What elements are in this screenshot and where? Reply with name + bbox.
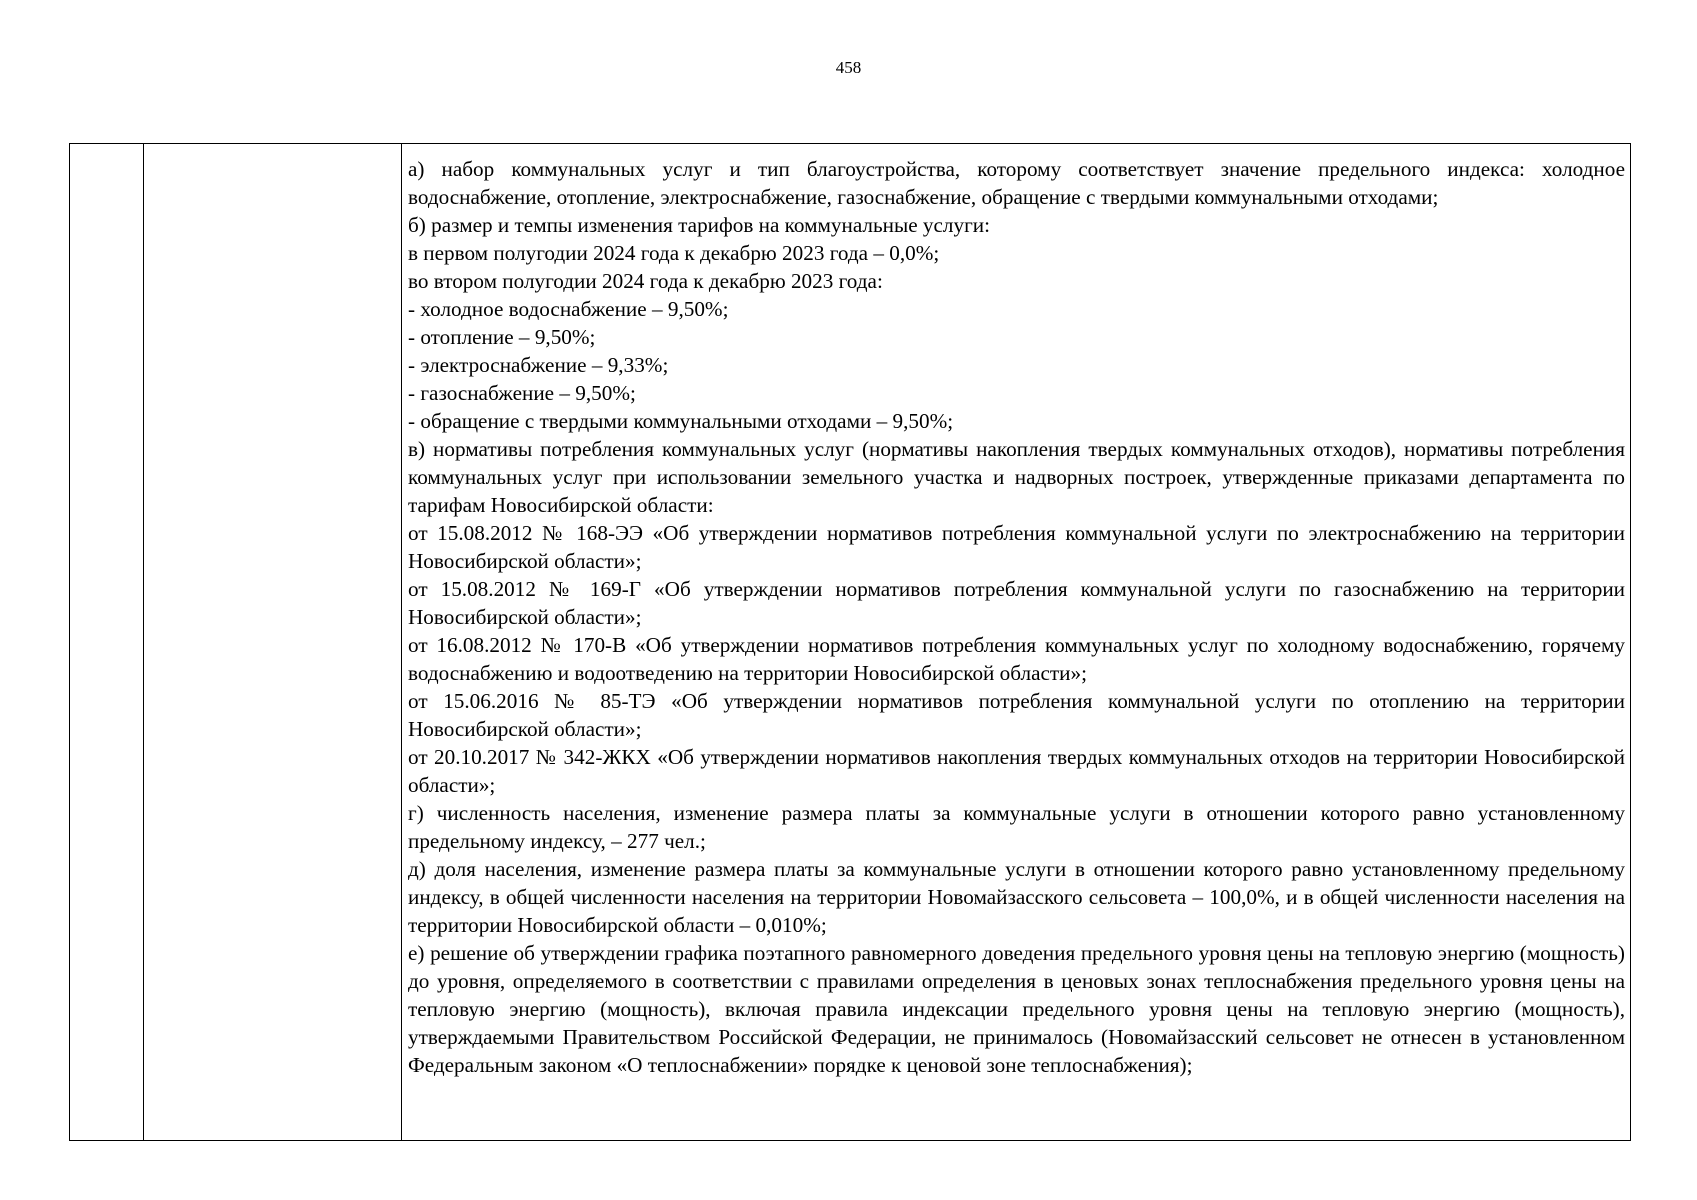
content-table xyxy=(69,143,1631,1141)
list-item: - отопление – 9,50%; xyxy=(408,325,596,349)
order-reference: от 16.08.2012 № 170-В «Об утверждении нормативов потребления коммунальных услуг по холодному водоснабжению, горячему водоснабжению и водоотведению на территории Новосибирской области»; xyxy=(408,633,1625,685)
list-item: - газоснабжение – 9,50%; xyxy=(408,381,636,405)
list-item: - обращение с твердыми коммунальными отходами – 9,50%; xyxy=(408,409,954,433)
order-reference: от 15.08.2012 № 169-Г «Об утверждении нормативов потребления коммунальной услуги по газоснабжению на территории Новосибирской области»; xyxy=(408,577,1625,629)
paragraph-b-second-half: во втором полугодии 2024 года к декабрю 2023 года: xyxy=(408,269,883,293)
table-column-description xyxy=(402,144,1630,1140)
paragraph-e: е) решение об утверждении графика поэтапного равномерного доведения предельного уровня цены на тепловую энергию (мощность) до уровня, определяемого в соответствии с правилами определения в ценовых зонах теплоснабжения предельного уровня цены на тепловую энергию (мощность), включая правила индексации предельного уровня цены на тепловую энергию (мощность), утверждаемыми Правительством Российской Федерации, не принималось (Новомайзасский сельсовет не отнесен в установленном Федеральным законом «О теплоснабжении» порядке к ценовой зоне теплоснабжения); xyxy=(408,941,1625,1077)
paragraph-a: а) набор коммунальных услуг и тип благоустройства, которому соответствует значение предельного индекса: холодное водоснабжение, отопление, электроснабжение, газоснабжение, обращение с твердыми коммунальными отходами; xyxy=(408,157,1625,209)
list-item: - электроснабжение – 9,33%; xyxy=(408,353,669,377)
list-item: - холодное водоснабжение – 9,50%; xyxy=(408,297,729,321)
order-reference: от 20.10.2017 № 342-ЖКХ «Об утверждении нормативов накопления твердых коммунальных отходов на территории Новосибирской области»; xyxy=(408,745,1625,797)
order-reference: от 15.06.2016 № 85-ТЭ «Об утверждении нормативов потребления коммунальной услуги по отоплению на территории Новосибирской области»; xyxy=(408,689,1625,741)
table-column-number xyxy=(70,144,144,1140)
paragraph-v: в) нормативы потребления коммунальных услуг (нормативы накопления твердых коммунальных отходов), нормативы потребления коммунальных услуг при использовании земельного участка и надворных построек, утвержденные приказами департамента по тарифам Новосибирской области: xyxy=(408,437,1625,517)
page-number: 458 xyxy=(835,58,862,77)
paragraph-g: г) численность населения, изменение размера платы за коммунальные услуги в отношении которого равно установленному предельному индексу, – 277 чел.; xyxy=(408,801,1625,853)
paragraph-d: д) доля населения, изменение размера платы за коммунальные услуги в отношении которого равно установленному предельному индексу, в общей численности населения на территории Новомайзасского сельсовета – 100,0%, и в общей численности населения на территории Новосибирской области – 0,010%; xyxy=(408,857,1625,937)
table-column-name xyxy=(144,144,402,1140)
paragraph-b: б) размер и темпы изменения тарифов на коммунальные услуги: xyxy=(408,213,991,237)
order-reference: от 15.08.2012 № 168-ЭЭ «Об утверждении нормативов потребления коммунальной услуги по электроснабжению на территории Новосибирской области»; xyxy=(408,521,1625,573)
paragraph-b-first-half: в первом полугодии 2024 года к декабрю 2023 года – 0,0%; xyxy=(408,241,940,265)
